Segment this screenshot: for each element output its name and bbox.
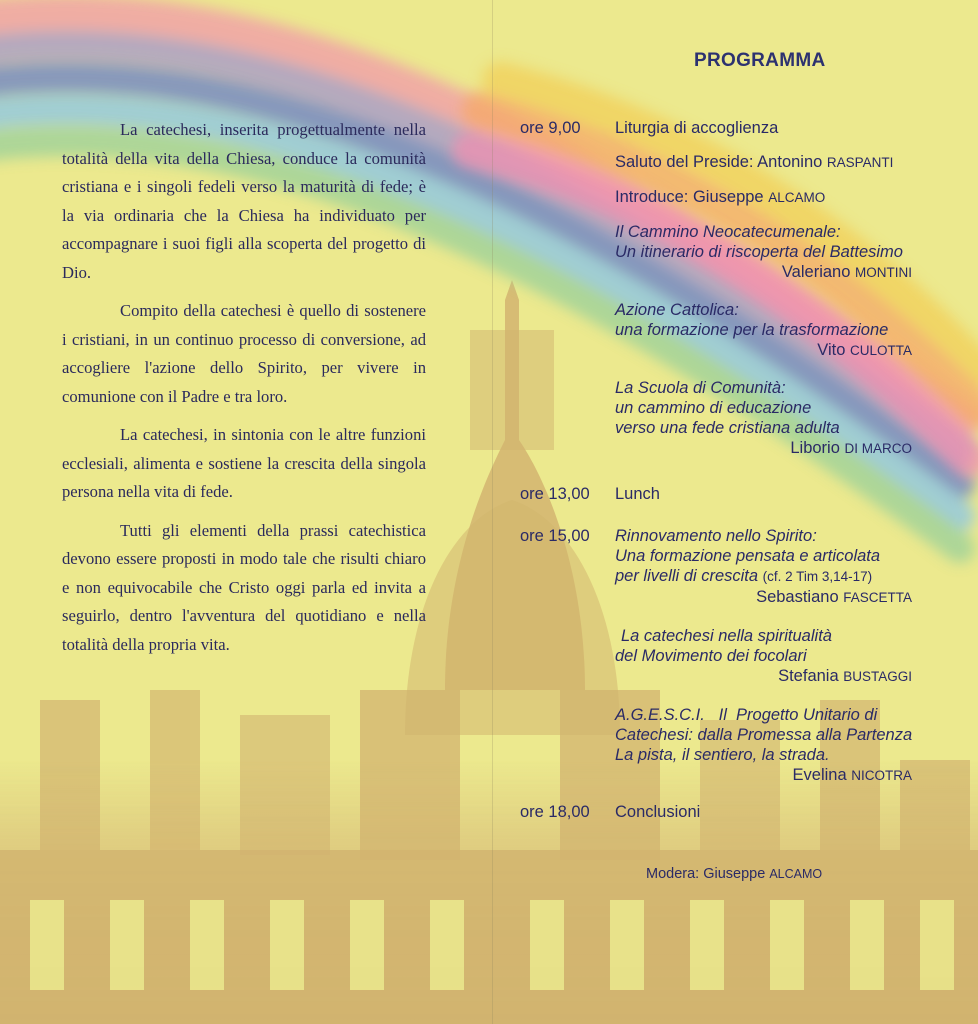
greeting-line: [615, 152, 970, 173]
moderator-surname: ALCAMO: [769, 867, 823, 881]
intro-label: Introduce: Giuseppe: [615, 188, 764, 206]
item-title: Lunch: [615, 485, 660, 503]
intro-paragraph: La catechesi, in sintonia con le altre funzioni ecclesiali, alimenta e sostiene la crescita della singola persona nella vita di fede.: [62, 425, 426, 501]
introduction-line: [615, 187, 970, 208]
session-title: Azione Cattolica:: [615, 301, 739, 319]
intro-paragraph: La catechesi, inserita progettualmente nella totalità della vita della Chiesa, conduce la comunità cristiana e i singoli fedeli verso la maturità di fede; è la via ordinaria che la Chiesa ha individuato per accompagnare i suoi figli alla scoperta del progetto di Dio.: [62, 120, 426, 282]
intro-paragraph: Tutti gli elementi della prassi catechistica devono essere proposti in modo tale che risulti chiaro e non equivocabile che Cristo oggi parla ed invita a seguirlo, dentro l'avventura del quotidiano e nella totalità della propria vita.: [62, 520, 426, 654]
moderator-label: Modera: Giuseppe: [646, 866, 766, 882]
time-label: ore 18,00: [520, 803, 590, 821]
speaker: [615, 587, 970, 608]
session-subtitle: un cammino di educazione: [615, 399, 812, 417]
session-subtitle: verso una fede cristiana adulta: [615, 419, 840, 437]
program-title: PROGRAMMA: [694, 50, 826, 71]
moderator: [646, 866, 822, 882]
session-title: Il Cammino Neocatecumenale:: [615, 223, 841, 241]
intro-paragraph: Compito della catechesi è quello di sostenere i cristiani, in un continuo processo di conversione, ad accogliere l'azione dello Spirito, per vivere in comunione con il Padre e tra loro.: [62, 301, 426, 406]
session-subtitle: del Movimento dei focolari: [615, 647, 807, 665]
speaker: [615, 438, 970, 459]
session-title: A.G.E.S.C.I. Il Progetto Unitario di: [615, 706, 878, 724]
speaker: [621, 666, 976, 687]
speaker-surname: ALCAMO: [768, 190, 826, 205]
session-subtitle: Una formazione pensata e articolata: [615, 547, 881, 565]
speaker-surname: BUSTAGGI: [843, 669, 912, 684]
greeting-label: Saluto del Preside: Antonino: [615, 153, 823, 171]
speaker-surname: CULOTTA: [849, 343, 912, 358]
speaker-first-name: Valeriano: [781, 263, 851, 281]
speaker: [615, 262, 970, 283]
session-subtitle: La pista, il sentiero, la strada.: [615, 746, 830, 764]
session-subtitle: Un itinerario di riscoperta del Battesimo: [615, 243, 903, 261]
session-subtitle-text: per livelli di crescita: [615, 567, 759, 585]
speaker-first-name: Sebastiano: [756, 588, 839, 606]
speaker-surname: DI MARCO: [844, 441, 912, 456]
fold-line: [492, 0, 493, 1024]
intro-text: [62, 116, 426, 669]
time-label: ore 9,00: [520, 119, 581, 137]
speaker-surname: RASPANTI: [826, 155, 894, 170]
speaker-first-name: Vito: [817, 341, 846, 359]
speaker-first-name: Liborio: [790, 439, 840, 457]
session-title: La Scuola di Comunità:: [615, 379, 786, 397]
session-subtitle: una formazione per la trasformazione: [615, 321, 889, 339]
speaker-surname: MONTINI: [855, 265, 912, 280]
session-title: Rinnovamento nello Spirito:: [615, 527, 817, 545]
scripture-reference: (cf. 2 Tim 3,14-17): [762, 569, 873, 584]
item-title: Conclusioni: [615, 803, 701, 821]
item-title: Liturgia di accoglienza: [615, 119, 779, 137]
speaker: [615, 340, 970, 361]
session-subtitle: Catechesi: dalla Promessa alla Partenza: [615, 726, 913, 744]
speaker-first-name: Stefania: [778, 667, 839, 685]
speaker-surname: FASCETTA: [843, 590, 912, 605]
time-label: ore 15,00: [520, 527, 590, 545]
speaker: [615, 765, 970, 786]
speaker-surname: NICOTRA: [851, 768, 912, 783]
session-subtitle: [615, 566, 970, 587]
session-title: La catechesi nella spiritualità: [621, 627, 832, 645]
time-label: ore 13,00: [520, 485, 590, 503]
speaker-first-name: Evelina: [792, 766, 847, 784]
